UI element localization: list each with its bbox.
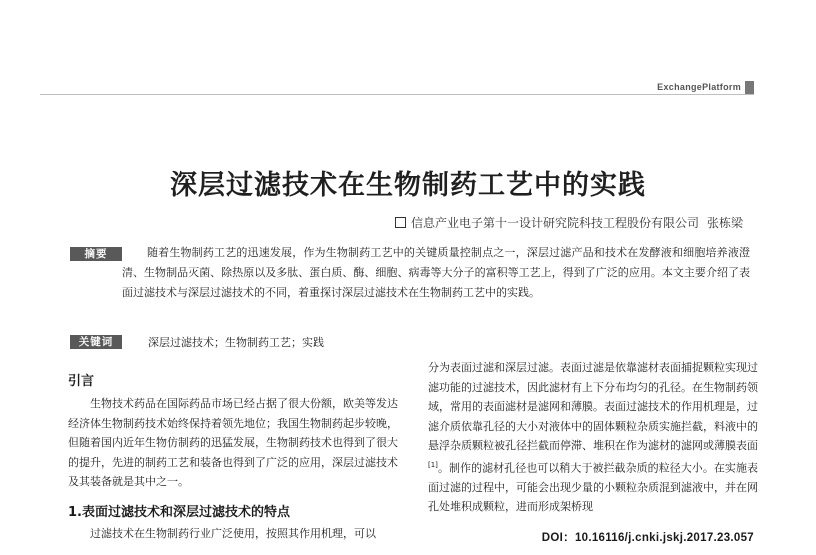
byline — [395, 214, 743, 231]
abstract-label: 摘要 — [70, 247, 122, 261]
article-title: 深层过滤技术在生物制药工艺中的实践 — [170, 170, 646, 201]
author: 张栋梁 — [706, 216, 743, 230]
byline-square-icon — [395, 217, 406, 228]
keywords-label: 关键词 — [70, 335, 122, 349]
right-paragraph — [428, 358, 758, 517]
section-tag — [657, 80, 754, 94]
header-rule — [40, 94, 754, 95]
intro-paragraph: 生物技术药品在国际药品市场已经占据了很大份额，欧美等发达经济体生物制药技术始终保持着领先地位；我国生物制药起步较晚，但随着国内近年生物仿制药的迅猛发展，生物制药技术也得到了很大的提升，先进的制药工艺和装备也得到了广泛的应用，深层过滤技术及其装备就是其中之一。 — [68, 397, 398, 488]
abstract-text: 随着生物制药工艺的迅速发展，作为生物制药工艺中的关键质量控制点之一，深层过滤产品和技术在发酵液和细胞培养液澄清、生物制品灭菌、除热原以及多肽、蛋白质、酶、细胞、病毒等大分子的富积等工艺上，得到了广泛的应用。本文主要介绍了表面过滤技术与深层过滤技术的不同，着重探讨深层过滤技术在生物制药工艺中的实践。 — [122, 246, 750, 299]
doi: DOI：10.16116/j.cnki.jskj.2017.23.057 — [541, 532, 754, 544]
citation-1: [1] — [428, 460, 438, 469]
right-column — [428, 358, 758, 517]
section-tag-marker — [745, 81, 754, 94]
affiliation: 信息产业电子第十一设计研究院科技工程股份有限公司 — [410, 216, 699, 230]
intro-heading: 引言 — [68, 374, 95, 389]
keywords-text: 深层过滤技术；生物制药工艺；实践 — [148, 336, 324, 349]
right-paragraph-part-b: 。制作的滤材孔径也可以稍大于被拦截杂质的粒径大小。在实施表面过滤的过程中，可能会出现少量的小颗粒杂质混到滤液中，并在网孔处堆积成颗粒，进而形成架桥现 — [428, 461, 758, 514]
left-column — [68, 372, 398, 543]
right-paragraph-part-a: 分为表面过滤和深层过滤。表面过滤是依靠滤材表面捕捉颗粒实现过滤功能的过滤技术，因此滤材有上下分布均匀的孔径。在生物制药领域，常用的表面滤材是滤网和薄膜。表面过滤技术的作用机理是，过滤介质依靠孔径的大小对液体中的固体颗粒杂质实施拦截，料液中的悬浮杂质颗粒被孔径拦截而停滞、堆积在作为滤材的滤网或薄膜表面 — [428, 361, 758, 452]
section-tag-text: ExchangePlatform — [657, 82, 741, 92]
section1-paragraph: 过滤技术在生物制药行业广泛使用，按照其作用机理，可以 — [90, 526, 376, 540]
section1-heading: 1.表面过滤技术和深层过滤技术的特点 — [68, 504, 290, 520]
